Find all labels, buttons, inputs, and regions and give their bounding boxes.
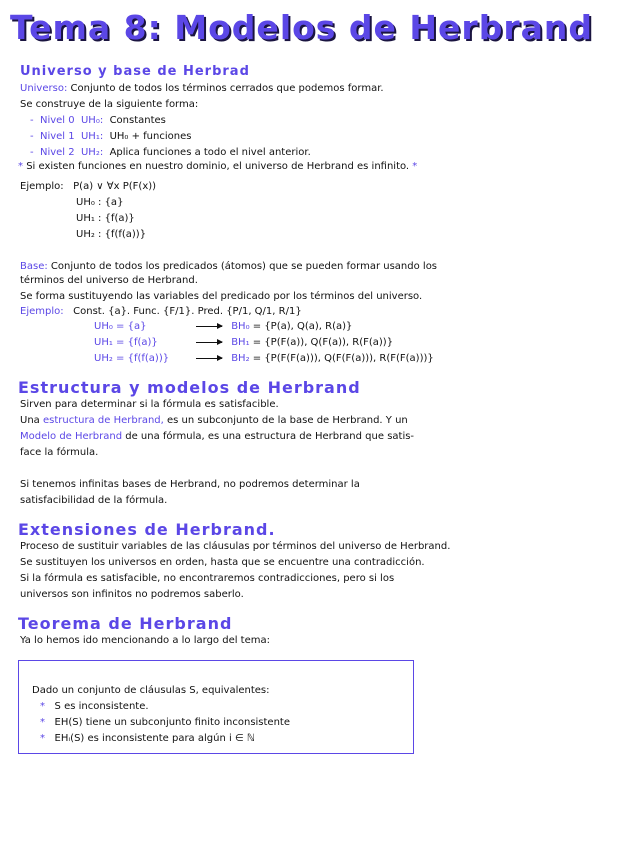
theorem-item-0: * S es inconsistente. bbox=[40, 701, 149, 712]
star-icon: * bbox=[18, 161, 23, 172]
extensiones-line-2: Se sustituyen los universos en orden, hasta que se encuentre una contradicción. bbox=[20, 557, 425, 568]
heading-universo: Universo y base de Herbrad bbox=[20, 64, 250, 79]
teorema-intro: Ya lo hemos ido mencionando a lo largo del tema: bbox=[20, 635, 270, 646]
extensiones-line-4: universos son infinitos no podremos saberlo. bbox=[20, 589, 244, 600]
universo-level-1: - Nivel 1 UH₁: UH₀ + funciones bbox=[30, 131, 192, 142]
universo-level-0: - Nivel 0 UH₀: Constantes bbox=[30, 115, 166, 126]
heading-estructura: Estructura y modelos de Herbrand bbox=[18, 378, 361, 397]
base-row-2: UH₂ = {f(f(a))} BH₂ = {P(F(F(a))), Q(F(F(a))), R(F(F(a)))} bbox=[94, 353, 434, 364]
universo-example-line-1: UH₁ : {f(a)} bbox=[76, 213, 135, 224]
estructura-line-6: satisfacibilidad de la fórmula. bbox=[20, 495, 168, 506]
estructura-line-5: Si tenemos infinitas bases de Herbrand, no podremos determinar la bbox=[20, 479, 360, 490]
estructura-line-1: Sirven para determinar si la fórmula es satisfacible. bbox=[20, 399, 279, 410]
arrow-right-icon bbox=[196, 342, 222, 343]
arrow-right-icon bbox=[196, 326, 222, 327]
universo-example-line-2: UH₂ : {f(f(a))} bbox=[76, 229, 147, 240]
arrow-right-icon bbox=[196, 358, 222, 359]
base-example-header: Ejemplo: Const. {a}. Func. {F/1}. Pred. {P/1, Q/1, R/1} bbox=[20, 306, 302, 317]
universo-def-text: Conjunto de todos los términos cerrados que podemos formar. bbox=[70, 83, 384, 94]
theorem-item-1: * EH(S) tiene un subconjunto finito inconsistente bbox=[40, 717, 290, 728]
star-icon: * bbox=[40, 701, 45, 712]
base-definition: Base: Conjunto de todos los predicados (átomos) que se pueden formar usando los bbox=[20, 261, 438, 272]
base-text-3: Se forma sustituyendo las variables del predicado por los términos del universo. bbox=[20, 291, 423, 302]
base-row-1: UH₁ = {f(a)} BH₁ = {P(F(a)), Q(F(a)), R(F(a))} bbox=[94, 337, 394, 348]
estructura-line-2: Una estructura de Herbrand, es un subconjunto de la base de Herbrand. Y un bbox=[20, 415, 408, 426]
base-row-0: UH₀ = {a} BH₀ = {P(a), Q(a), R(a)} bbox=[94, 321, 353, 332]
star-icon: * bbox=[40, 733, 45, 744]
estructura-line-3: Modelo de Herbrand de una fórmula, es una estructura de Herbrand que satis- bbox=[20, 431, 415, 442]
theorem-box-intro: Dado un conjunto de cláusulas S, equivalentes: bbox=[32, 685, 270, 696]
universo-definition bbox=[20, 82, 384, 96]
page-title: Tema 8: Modelos de Herbrand bbox=[10, 8, 593, 47]
heading-teorema: Teorema de Herbrand bbox=[18, 614, 233, 633]
theorem-item-2: * EHᵢ(S) es inconsistente para algún i ∈ ℕ bbox=[40, 733, 255, 744]
heading-extensiones: Extensiones de Herbrand. bbox=[18, 520, 276, 539]
base-term: Base: bbox=[20, 261, 48, 272]
extensiones-line-3: Si la fórmula es satisfacible, no encontraremos contradicciones, pero si los bbox=[20, 573, 395, 584]
extensiones-line-1: Proceso de sustituir variables de las cláusulas por términos del universo de Herbrand. bbox=[20, 541, 451, 552]
star-icon: * bbox=[412, 161, 418, 172]
universo-construct: Se construye de la siguiente forma: bbox=[20, 99, 199, 110]
universo-note: * Si existen funciones en nuestro dominio, el universo de Herbrand es infinito. * bbox=[18, 161, 418, 172]
base-text-2: términos del universo de Herbrand. bbox=[20, 275, 198, 286]
star-icon: * bbox=[40, 717, 45, 728]
universo-level-2: - Nivel 2 UH₂: Aplica funciones a todo el nivel anterior. bbox=[30, 147, 311, 158]
universo-term: Universo: bbox=[20, 83, 68, 94]
universo-example: Ejemplo: P(a) ∨ ∀x P(F(x)) bbox=[20, 181, 157, 192]
estructura-line-4: face la fórmula. bbox=[20, 447, 99, 458]
universo-example-line-0: UH₀ : {a} bbox=[76, 197, 124, 208]
